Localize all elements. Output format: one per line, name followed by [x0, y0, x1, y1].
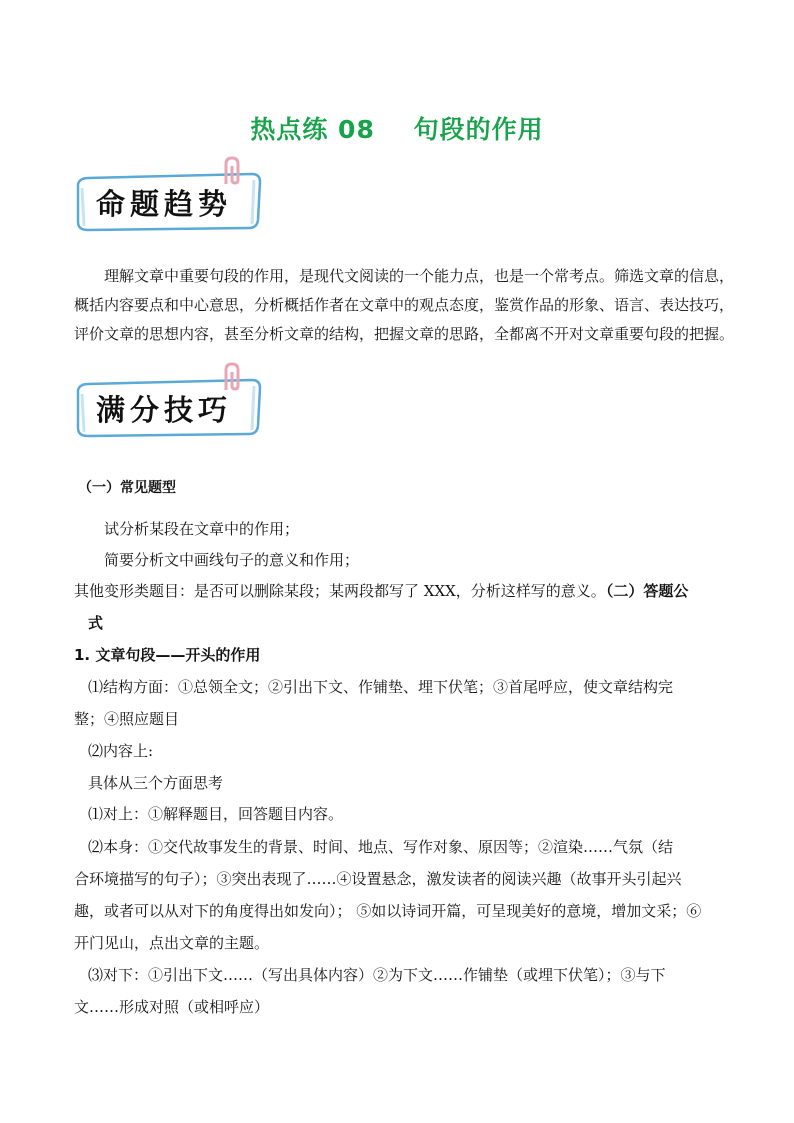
- structure-line-1: ⑴结构方面：①总领全文；②引出下文、作铺垫、埋下伏笔；③首尾呼应，使文章结构完: [88, 678, 674, 696]
- content-intro: 具体从三个方面思考: [88, 774, 224, 792]
- point-itself-3: 趣，或者可以从对下的角度得出如发向）； ⑤如以诗词开篇，可呈现美好的意境，增加文采；⑥: [74, 902, 702, 920]
- point-itself-1: ⑵本身：①交代故事发生的背景、时间、地点、写作对象、原因等；②渲染……气氛（结: [88, 838, 674, 856]
- intro-paragraph: 理解文章中重要句段的作用，是现代文阅读的一个能力点，也是一个常考点。筛选文章的信息，概括内容要点和中心意思，分析概括作者在文章中的观点态度，鉴赏作品的形象、语言、表达技巧，评价文章的思想内容，甚至分析文章的结构，把握文章的思路，全都离不开对文章重要句段的把握。: [74, 267, 735, 343]
- subheading-answer-formula-cont: 式: [88, 614, 104, 632]
- point-itself-2: 合环境描写的句子）；③突出表现了……④设置悬念，激发读者的阅读兴趣（故事开头引起兴: [74, 870, 682, 888]
- subheading-answer-formula: （二）答题公: [605, 582, 689, 600]
- badge-label: 满分技巧: [96, 393, 233, 427]
- heading-opening-function: 1. 文章句段——开头的作用: [74, 646, 261, 664]
- question-type-3: [74, 580, 688, 601]
- question-type-1: 试分析某段在文章中的作用；: [104, 520, 300, 538]
- section-badge-trend: [74, 170, 264, 232]
- section-badge-skills: [74, 376, 264, 438]
- point-above: ⑴对上：①解释题目，回答题目内容。: [88, 805, 344, 823]
- content-label: ⑵内容上:: [88, 742, 154, 760]
- subheading-question-types: （一）常见题型: [78, 480, 176, 496]
- page-title: 热点练 08 句段的作用: [250, 115, 544, 144]
- point-itself-4: 开门见山，点出文章的主题。: [74, 934, 270, 952]
- point-below-1: ⑶对下：①引出下文……（写出具体内容）②为下文……作铺垫（或埋下伏笔）；③与下: [88, 966, 666, 984]
- question-type-3-text: 其他变形类题目：是否可以删除某段；某两段都写了 XXX，分析这样写的意义。: [74, 582, 606, 600]
- point-below-2: 文……形成对照（或相呼应）: [74, 998, 270, 1016]
- badge-label: 命题趋势: [96, 187, 233, 221]
- structure-line-2: 整；④照应题目: [74, 710, 180, 728]
- question-type-2: 简要分析文中画线句子的意义和作用；: [104, 551, 360, 569]
